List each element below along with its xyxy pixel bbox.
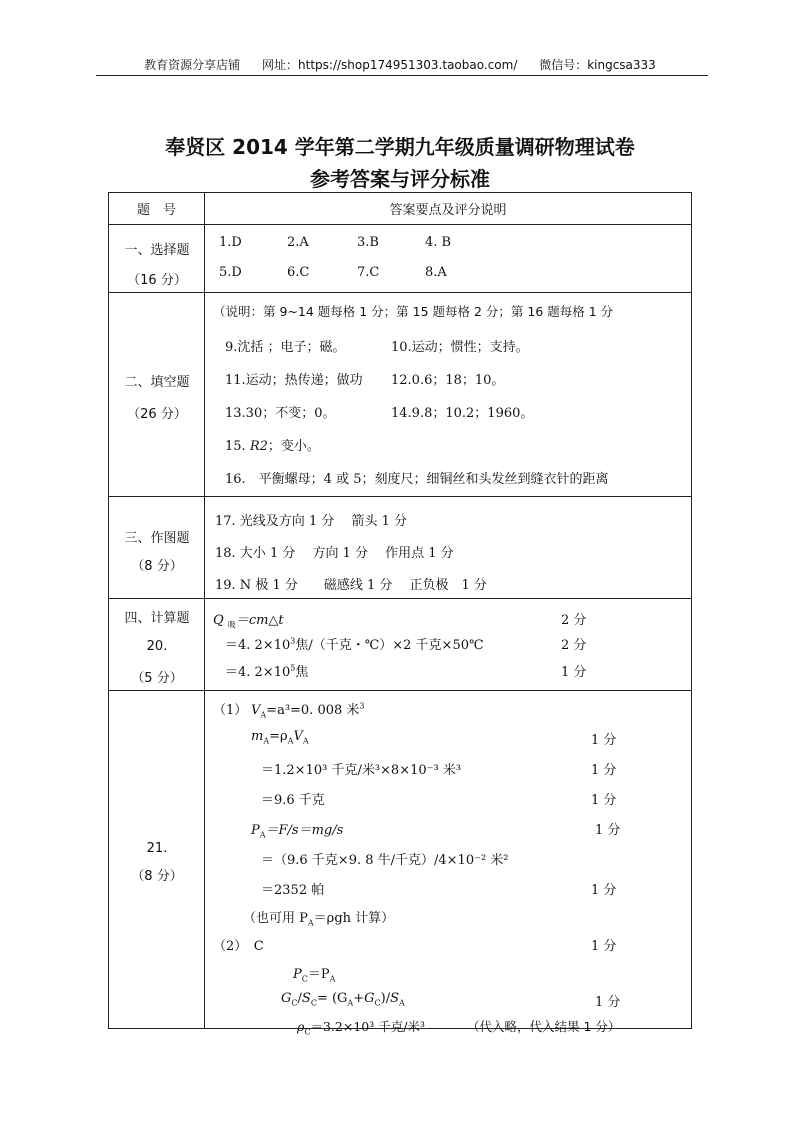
draw-name: 三、作图题 [124,531,190,546]
calc-name: 四、计算题 [124,611,190,626]
draw-line: 17. 光线及方向 1 分 箭头 1 分 [215,514,408,529]
calc21-points: 1 分 [595,995,621,1010]
choice-answers [205,225,692,293]
choice-answer: 1.D [219,235,242,250]
calc21-pc-eq: $P_C=P_A$ [293,967,336,984]
fill-q12: 12.0.6；18；10。 [391,373,505,388]
calc21-volume-eq: =a³=0. 008 米 [266,703,360,718]
calc20-points: 2 分 [561,638,587,653]
fill-q13: 13.30；不变；0。 [225,406,336,421]
choice-label [109,225,205,293]
fill-q9: 9.沈括 ；电子；磁。 [225,340,346,355]
calc21-row [109,691,692,1029]
calc20-line1: Q $_吸$＝cm△t [213,613,284,630]
calc21-number: 21. [146,841,168,856]
fill-q11: 11.运动；热传递；做功 [225,373,363,388]
choice-answer: 7.C [357,265,380,280]
fill-score: （26 分） [127,407,187,422]
fill-q16: 16. 平衡螺母；4 或 5；刻度尺；细铜丝和头发丝到缝衣针的距离 [225,472,609,487]
calc20-number: 20. [146,639,168,654]
q15-number: 15. [225,439,246,454]
fill-row [109,293,692,497]
calc21-part1: （1） [213,703,248,718]
calc20-points: 1 分 [561,665,587,680]
draw-line: 19. N 极 1 分 磁感线 1 分 正负极 1 分 [215,578,487,593]
fill-q10: 10.运动；惯性；支持。 [391,340,529,355]
calc21-alt-method: （也可用 $P_A=\rho gh$ 计算） [243,911,395,928]
q15-answer: ；变小。 [267,439,320,454]
choice-answer: 5.D [219,265,242,280]
calc21-mass-formula: $m_A=\rho_AV_A$ [251,729,309,746]
calc20-points: 2 分 [561,613,587,628]
shop-url[interactable]: 网址：https://shop174951303.taobao.com/ [262,58,518,72]
choice-name: 一、选择题 [124,243,190,258]
calc21-pressure-calc: ＝（9.6 千克×9. 8 牛/千克）/4×10⁻² 米² [261,853,509,868]
calc21-volume: $V_A=a^3=0$. 008 米$^3$ [251,701,365,720]
calc21-answers [205,691,692,1037]
calc20-line2-a: ＝4. 2×10 [225,638,291,653]
calc21-g-eq-rest: = (G [316,991,348,1006]
fill-name: 二、填空题 [124,375,190,390]
calc21-score: （8 分） [131,869,183,884]
calc21-points: 1 分 [595,823,621,838]
choice-answer: 8.A [425,265,447,280]
choice-score: （16 分） [127,273,187,288]
wechat-id: 微信号：kingcsa333 [539,58,656,72]
calc21-pressure-result: ＝2352 帕 [261,883,325,898]
draw-score: （8 分） [131,559,183,574]
answer-table [108,192,692,1037]
calc20-exp5: 5 [290,663,296,673]
calc21-mass-calc: ＝1.2×10³ 千克/米³×8×10⁻³ 米³ [261,763,462,778]
calc21-density-note: （代入略，代入结果 1 分） [467,1019,621,1034]
calc20-label [109,599,205,691]
calc21-label [109,691,205,1029]
choice-answer: 4. B [425,235,452,250]
page-header [0,56,800,73]
calc20-line2 [225,634,484,653]
shop-name: 教育资源分享店铺 [144,58,241,72]
calc20-score: （5 分） [131,671,183,686]
draw-line: 18. 大小 1 分 方向 1 分 作用点 1 分 [215,546,454,561]
choice-row [109,225,692,293]
calc21-mass-result: ＝9.6 千克 [261,793,325,808]
draw-row [109,497,692,599]
calc20-answers [205,599,692,691]
calc20-line3-b: 焦 [295,665,309,680]
choice-answer: 3.B [357,235,379,250]
calc21-points: 1 分 [591,733,617,748]
calc21-g-eq: $G_C/S_C= (G_A+G_C)/S_A$ [281,991,405,1008]
calc21-pc-eq-rest: ＝P [307,967,330,982]
calc20-row [109,599,692,691]
calc20-line3-a: ＝4. 2×10 [225,665,291,680]
calc21-alt-post: ＝ρgh 计算） [313,911,395,926]
fill-answers [205,293,692,497]
fill-note: （说明：第 9~14 题每格 1 分；第 15 题每格 2 分；第 16 题每格 1 分 [213,304,614,319]
calc21-mass-eq: =ρ [269,729,288,744]
choice-answer: 2.A [287,235,309,250]
calc21-alt-pre: （也可用 P [243,911,308,926]
calc21-pressure-eq: ＝F/s＝mg/s [265,823,344,838]
calc21-part2: （2） C [213,939,264,954]
fill-q14: 14.9.8；10.2；1960。 [391,406,534,421]
header-question-no: 题 号 [109,193,205,225]
calc20-line3 [225,661,308,680]
header-rule [96,75,708,76]
calc21-points: 1 分 [591,793,617,808]
document-title: 奉贤区 2014 学年第二学期九年级质量调研物理试卷 [165,135,635,159]
calc20-formula: ＝cm△t [235,613,284,628]
document-subtitle: 参考答案与评分标准 [310,167,490,191]
calc21-points: 1 分 [591,883,617,898]
calc21-density: $\rho_C=3.2\times 10^3$ 千克/米³ [297,1019,425,1037]
draw-label [109,497,205,599]
calc21-pressure-formula: $P_A=F/s=mg/s$ [251,823,344,840]
calc20-exp: 3 [290,636,296,646]
choice-answer: 6.C [287,265,310,280]
header-answer-points: 答案要点及评分说明 [205,193,692,225]
q15-var: R2 [249,439,268,454]
fill-label [109,293,205,497]
calc21-points: 1 分 [591,763,617,778]
draw-answers [205,497,692,599]
calc20-line2-b: 焦/（千克・℃）×2 千克×50℃ [295,638,484,653]
fill-q15 [225,435,320,454]
calc21-points: 1 分 [591,939,617,954]
table-header-row [109,193,692,225]
calc21-density-result: ＝3.2×10³ 千克/米³ [310,1019,425,1034]
